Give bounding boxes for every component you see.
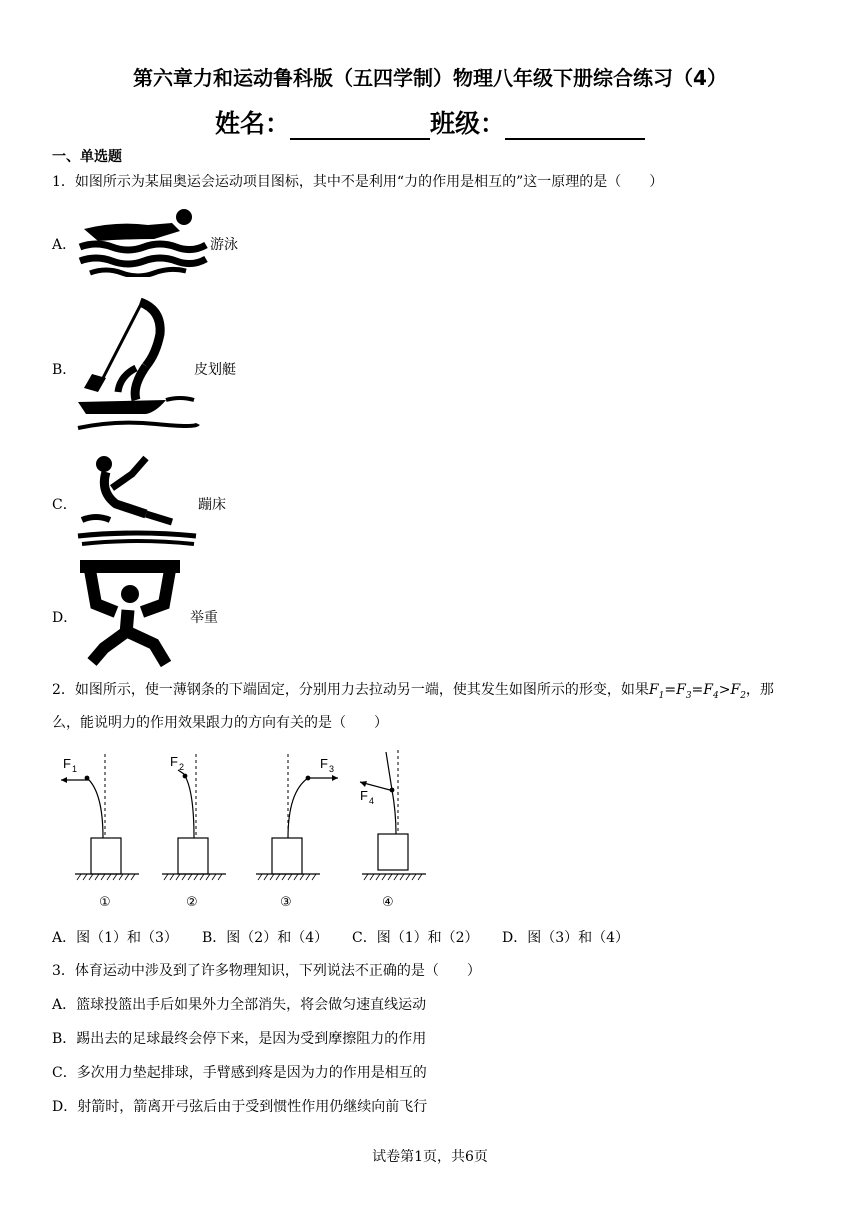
svg-text:F: F (63, 756, 71, 771)
q1-option-a-label: A． (52, 237, 77, 253)
q2-option-c[interactable]: C．图（1）和（2） (352, 930, 479, 946)
force-condition: $F_1=F_3=F_4>F_2$ (648, 682, 746, 701)
svg-text:F: F (360, 788, 368, 803)
q1-option-d-label: D． (52, 610, 78, 626)
svg-text:②: ② (186, 895, 198, 910)
section-heading: 一、单选题 (52, 149, 122, 165)
page-footer: 试卷第1页，共6页 (372, 1149, 488, 1165)
steel-strip-figure-1 (55, 752, 155, 912)
name-label: 姓名： (214, 109, 290, 138)
steel-strip-figure-2 (150, 752, 250, 912)
q1-option-b-caption: 皮划艇 (194, 362, 236, 378)
steel-strip-figure-3 (250, 752, 350, 912)
page-title: 第六章力和运动鲁科版（五四学制）物理八年级下册综合练习（4） (133, 66, 727, 90)
svg-text:④: ④ (382, 895, 394, 910)
q1-option-d-caption: 举重 (190, 610, 218, 626)
steel-strip-figure-4 (350, 748, 450, 912)
student-info-row (0, 104, 860, 140)
q2-option-d[interactable]: D．图（3）和（4） (502, 930, 630, 946)
q3-option-d[interactable]: D．射箭时，箭离开弓弦后由于受到惯性作用仍继续向前飞行 (52, 1099, 428, 1115)
trampoline-pictogram (76, 452, 202, 552)
question-2-text-line2: 么，能说明力的作用效果跟力的方向有关的是（ ） (52, 715, 388, 731)
name-blank[interactable] (290, 112, 430, 140)
q1-option-c-caption: 蹦床 (198, 497, 226, 513)
question-3-text: 3．体育运动中涉及到了许多物理知识，下列说法不正确的是（ ） (52, 963, 481, 979)
svg-text:3: 3 (329, 764, 335, 774)
svg-text:1: 1 (72, 764, 78, 774)
svg-text:F: F (170, 754, 178, 769)
q1-option-c-label: C． (52, 497, 77, 513)
q1-option-a-caption: 游泳 (210, 237, 238, 253)
canoe-pictogram (76, 296, 200, 436)
svg-text:2: 2 (179, 762, 185, 772)
q3-option-a[interactable]: A．篮球投篮出手后如果外力全部消失，将会做匀速直线运动 (52, 997, 427, 1013)
swimming-pictogram (76, 205, 210, 277)
q1-option-b-label: B． (52, 362, 77, 378)
q2-option-b[interactable]: B．图（2）和（4） (202, 930, 329, 946)
svg-text:4: 4 (369, 796, 375, 806)
class-label: 班级： (430, 109, 506, 138)
q3-option-b[interactable]: B．踢出去的足球最终会停下来，是因为受到摩擦阻力的作用 (52, 1031, 427, 1047)
q3-option-c[interactable]: C．多次用力垫起排球，手臂感到疼是因为力的作用是相互的 (52, 1065, 427, 1081)
q2-option-a[interactable]: A．图（1）和（3） (52, 930, 178, 946)
svg-text:①: ① (99, 895, 111, 910)
question-2-text: 2．如图所示，使一薄钢条的下端固定，分别用力去拉动另一端，使其发生如图所示的形变，如果$F_1=F_3=F_4>F_2$，那 (52, 682, 774, 701)
class-blank[interactable] (505, 112, 645, 140)
weightlifting-pictogram (76, 556, 184, 670)
svg-text:③: ③ (280, 895, 292, 910)
question-1-text: 1．如图所示为某届奥运会运动项目图标，其中不是利用“力的作用是相互的”这一原理的是（ ） (52, 174, 664, 190)
svg-text:F: F (320, 756, 328, 771)
